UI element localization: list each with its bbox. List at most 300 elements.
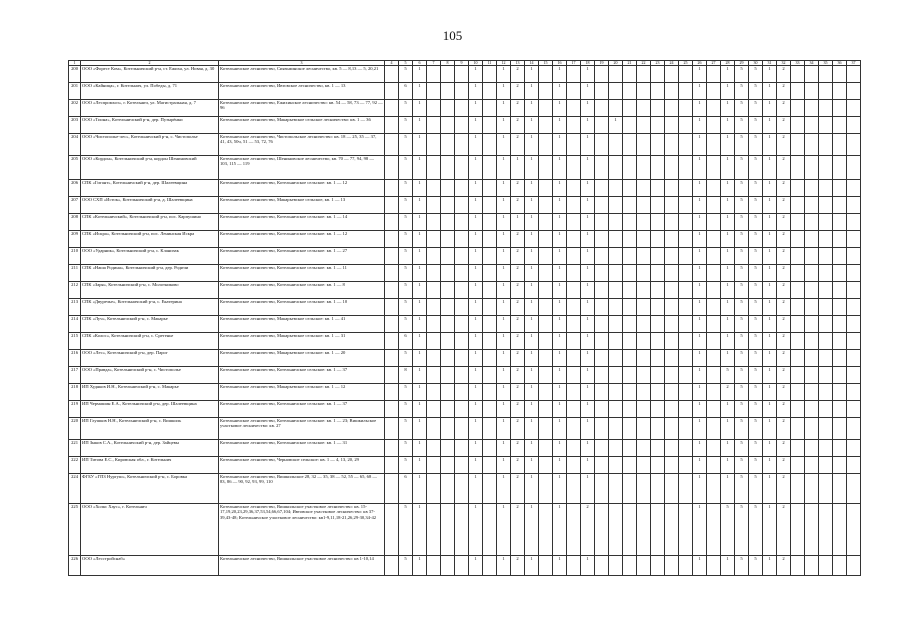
indicator-cell <box>651 299 665 316</box>
indicator-cell <box>539 214 553 231</box>
indicator-cell <box>805 117 819 134</box>
indicator-cell: 1 <box>581 367 595 384</box>
indicator-cell <box>637 418 651 440</box>
indicator-cell: 1 <box>413 134 427 156</box>
indicator-cell <box>441 156 455 180</box>
indicator-cell <box>567 367 581 384</box>
indicator-cell <box>595 384 609 401</box>
indicator-cell: 1 <box>581 418 595 440</box>
indicator-cell <box>805 418 819 440</box>
indicator-cell <box>819 299 833 316</box>
indicator-cell: 2 <box>777 457 791 474</box>
indicator-cell <box>609 282 623 299</box>
indicator-cell <box>679 504 693 556</box>
indicator-cell <box>455 248 469 265</box>
indicator-cell: 5 <box>749 504 763 556</box>
indicator-cell <box>427 248 441 265</box>
indicator-cell <box>665 134 679 156</box>
indicator-cell <box>651 134 665 156</box>
row-number-cell: 207 <box>69 197 81 214</box>
indicator-cell: 1 <box>693 265 707 282</box>
indicator-cell: 1 <box>413 418 427 440</box>
indicator-cell: 5 <box>749 117 763 134</box>
indicator-cell: 1 <box>693 299 707 316</box>
indicator-cell <box>427 316 441 333</box>
indicator-cell: 1 <box>469 231 483 248</box>
location-cell: Котельничское лесничество, Котельничское сельское: кв. 1 — 23; Вишкильское участковое лесничество: кв. 27 <box>219 418 385 440</box>
indicator-cell: 5 <box>749 180 763 197</box>
column-number: 12 <box>497 61 511 66</box>
indicator-cell: 2 <box>777 299 791 316</box>
indicator-cell <box>791 66 805 83</box>
indicator-cell <box>819 117 833 134</box>
indicator-cell <box>819 197 833 214</box>
column-number: 9 <box>455 61 469 66</box>
indicator-cell <box>651 156 665 180</box>
indicator-cell: 1 <box>721 248 735 265</box>
indicator-cell <box>819 134 833 156</box>
indicator-cell <box>665 83 679 100</box>
indicator-cell <box>679 156 693 180</box>
indicator-cell <box>819 180 833 197</box>
indicator-cell <box>441 197 455 214</box>
indicator-cell <box>567 299 581 316</box>
indicator-cell: 1 <box>721 350 735 367</box>
indicator-cell <box>833 156 847 180</box>
indicator-cell <box>665 350 679 367</box>
indicator-cell <box>427 83 441 100</box>
indicator-cell <box>483 134 497 156</box>
indicator-cell <box>427 401 441 418</box>
indicator-cell <box>441 440 455 457</box>
row-number-cell: 200 <box>69 66 81 83</box>
indicator-cell: 1 <box>413 117 427 134</box>
table-row <box>69 556 861 576</box>
indicator-cell: 2 <box>777 474 791 504</box>
indicator-cell <box>483 180 497 197</box>
indicator-cell <box>707 134 721 156</box>
indicator-cell <box>819 248 833 265</box>
indicator-cell <box>623 367 637 384</box>
indicator-cell: 1 <box>693 180 707 197</box>
indicator-cell <box>819 350 833 367</box>
row-number-cell: 224 <box>69 474 81 504</box>
indicator-cell <box>679 457 693 474</box>
indicator-cell: 1 <box>553 384 567 401</box>
indicator-cell: 1 <box>553 180 567 197</box>
indicator-cell <box>651 401 665 418</box>
indicator-cell <box>609 180 623 197</box>
indicator-cell: 1 <box>763 350 777 367</box>
location-cell: Котельничское лесничество, Котельничское сельское: кв. 1 — 12 <box>219 231 385 248</box>
indicator-cell: 1 <box>525 134 539 156</box>
indicator-cell: 5 <box>749 299 763 316</box>
column-number: 6 <box>413 61 427 66</box>
indicator-cell <box>805 66 819 83</box>
indicator-cell: 1 <box>553 248 567 265</box>
indicator-cell <box>539 197 553 214</box>
indicator-cell: 1 <box>413 384 427 401</box>
indicator-cell <box>455 504 469 556</box>
indicator-cell <box>441 83 455 100</box>
indicator-cell <box>651 100 665 117</box>
indicator-cell <box>651 214 665 231</box>
indicator-cell <box>679 418 693 440</box>
indicator-cell: 1 <box>693 333 707 350</box>
indicator-cell <box>539 248 553 265</box>
indicator-cell <box>679 100 693 117</box>
row-number-cell: 226 <box>69 556 81 576</box>
indicator-cell: 2 <box>511 180 525 197</box>
location-cell: Котельничское лесничество, Вишкильское 28, 32 — 35, 38 — 52, 55 — 65, 68 — 83, 86 — 90, 92, 93, 99, 110 <box>219 474 385 504</box>
indicator-cell: 1 <box>763 333 777 350</box>
indicator-cell <box>833 83 847 100</box>
indicator-cell <box>665 197 679 214</box>
indicator-cell: 2 <box>511 401 525 418</box>
indicator-cell: 1 <box>413 474 427 504</box>
indicator-cell: 2 <box>511 350 525 367</box>
indicator-cell <box>847 556 861 576</box>
indicator-cell: 1 <box>469 282 483 299</box>
indicator-cell: 1 <box>525 282 539 299</box>
indicator-cell <box>623 418 637 440</box>
indicator-cell <box>651 248 665 265</box>
indicator-cell <box>651 282 665 299</box>
indicator-cell <box>791 474 805 504</box>
indicator-cell <box>679 197 693 214</box>
indicator-cell: 2 <box>777 265 791 282</box>
indicator-cell <box>441 100 455 117</box>
indicator-cell <box>707 367 721 384</box>
location-cell: Котельничское лесничество, Макарьевское сельское: кв. 1 — 20 <box>219 350 385 367</box>
indicator-cell <box>805 350 819 367</box>
indicator-cell <box>665 440 679 457</box>
indicator-cell <box>819 83 833 100</box>
indicator-cell <box>609 299 623 316</box>
indicator-cell <box>665 180 679 197</box>
organization-cell: ИП Титова Е.С., Кировская обл., г. Котельнич <box>81 457 219 474</box>
indicator-cell <box>847 401 861 418</box>
indicator-cell <box>623 265 637 282</box>
indicator-cell: 1 <box>525 367 539 384</box>
indicator-cell <box>679 231 693 248</box>
indicator-cell: 1 <box>511 214 525 231</box>
indicator-cell <box>427 282 441 299</box>
indicator-cell: 2 <box>511 384 525 401</box>
indicator-cell <box>847 156 861 180</box>
indicator-cell <box>483 197 497 214</box>
organization-cell: СПК «Луч», Котельничский р-н, с. Макарье <box>81 316 219 333</box>
indicator-cell <box>847 282 861 299</box>
indicator-cell <box>665 401 679 418</box>
indicator-cell: 1 <box>525 265 539 282</box>
indicator-cell <box>805 556 819 576</box>
row-number-cell: 222 <box>69 457 81 474</box>
indicator-cell <box>455 180 469 197</box>
indicator-cell <box>707 401 721 418</box>
table-row <box>69 316 861 333</box>
indicator-cell: 2 <box>511 197 525 214</box>
indicator-cell: 1 <box>525 117 539 134</box>
row-number-cell: 214 <box>69 316 81 333</box>
indicator-cell <box>847 316 861 333</box>
indicator-cell <box>637 231 651 248</box>
location-cell: Котельничское лесничество, Вишкильское участковое лесничество: кв. 15-17,19,20,23,29,36,37,53,54,66,67,104; Ивтовское участковое лесничество: кв 37-39,43-48; Котельничское участковое лесничество: кв1-9,11,18-21,26,29-30,34-42 <box>219 504 385 556</box>
indicator-cell <box>623 457 637 474</box>
indicator-cell <box>791 556 805 576</box>
indicator-cell <box>847 180 861 197</box>
indicator-cell <box>609 384 623 401</box>
indicator-cell <box>651 333 665 350</box>
column-number: 30 <box>749 61 763 66</box>
location-cell: Котельничское лесничество, Макарьевское сельское лесничество: кв. 1 — 36 <box>219 117 385 134</box>
indicator-cell <box>539 117 553 134</box>
indicator-cell: 1 <box>553 214 567 231</box>
indicator-cell: 2 <box>777 350 791 367</box>
indicator-cell <box>707 156 721 180</box>
indicator-cell: 2 <box>777 384 791 401</box>
indicator-cell <box>791 231 805 248</box>
column-number: 11 <box>483 61 497 66</box>
indicator-cell <box>385 457 399 474</box>
indicator-cell <box>805 134 819 156</box>
indicator-cell <box>637 180 651 197</box>
indicator-cell <box>651 180 665 197</box>
table-row <box>69 214 861 231</box>
indicator-cell: 1 <box>581 231 595 248</box>
indicator-cell: 1 <box>497 474 511 504</box>
indicator-cell: 1 <box>413 316 427 333</box>
indicator-cell: 1 <box>553 367 567 384</box>
indicator-cell <box>679 474 693 504</box>
indicator-cell <box>847 418 861 440</box>
indicator-cell <box>539 401 553 418</box>
indicator-cell <box>595 100 609 117</box>
indicator-cell <box>707 418 721 440</box>
indicator-cell: 5 <box>749 418 763 440</box>
indicator-cell: 1 <box>497 66 511 83</box>
indicator-cell <box>637 504 651 556</box>
indicator-cell <box>427 384 441 401</box>
indicator-cell: 5 <box>399 384 413 401</box>
indicator-cell <box>483 418 497 440</box>
indicator-cell: 1 <box>693 350 707 367</box>
indicator-cell <box>455 214 469 231</box>
indicator-cell <box>847 83 861 100</box>
indicator-cell: 1 <box>497 299 511 316</box>
indicator-cell: 1 <box>763 282 777 299</box>
organization-cell: ООО «Кордон», Котельничский р-н, кордон Шениновский <box>81 156 219 180</box>
indicator-cell <box>609 556 623 576</box>
indicator-cell <box>539 504 553 556</box>
indicator-cell: 1 <box>763 117 777 134</box>
indicator-cell: 1 <box>693 66 707 83</box>
indicator-cell <box>483 384 497 401</box>
indicator-cell <box>651 265 665 282</box>
indicator-cell <box>847 134 861 156</box>
indicator-cell <box>665 265 679 282</box>
indicator-cell: 1 <box>413 504 427 556</box>
organization-cell: ООО «Лесстройснаб» <box>81 556 219 576</box>
organization-cell: ИП Зыков С.А., Котельничский р-н, дер. Зайцевы <box>81 440 219 457</box>
indicator-cell <box>679 367 693 384</box>
indicator-cell <box>595 231 609 248</box>
indicator-cell <box>707 299 721 316</box>
indicator-cell <box>567 180 581 197</box>
indicator-cell: 2 <box>511 66 525 83</box>
indicator-cell: 1 <box>553 83 567 100</box>
indicator-cell: 5 <box>735 384 749 401</box>
indicator-cell: 2 <box>777 156 791 180</box>
table-row <box>69 367 861 384</box>
indicator-cell: 2 <box>511 282 525 299</box>
indicator-cell: 1 <box>581 214 595 231</box>
indicator-cell: 1 <box>525 180 539 197</box>
indicator-cell <box>567 231 581 248</box>
indicator-cell: 1 <box>525 197 539 214</box>
indicator-cell: 8 <box>399 367 413 384</box>
indicator-cell <box>455 457 469 474</box>
indicator-cell <box>623 504 637 556</box>
indicator-cell: 2 <box>777 440 791 457</box>
indicator-cell <box>833 265 847 282</box>
indicator-cell: 5 <box>399 214 413 231</box>
indicator-cell <box>623 100 637 117</box>
indicator-cell <box>665 367 679 384</box>
indicator-cell: 1 <box>581 316 595 333</box>
column-number: 27 <box>707 61 721 66</box>
indicator-cell <box>623 556 637 576</box>
indicator-cell: 1 <box>721 134 735 156</box>
indicator-cell <box>539 83 553 100</box>
indicator-cell <box>791 316 805 333</box>
indicator-cell <box>637 265 651 282</box>
indicator-cell: 1 <box>581 474 595 504</box>
indicator-cell <box>595 299 609 316</box>
organization-cell: СПК «Колос», Котельничский р-н, с. Сретенье <box>81 333 219 350</box>
indicator-cell <box>707 282 721 299</box>
indicator-cell <box>483 367 497 384</box>
indicator-cell <box>651 197 665 214</box>
indicator-cell <box>427 156 441 180</box>
table-row <box>69 457 861 474</box>
indicator-cell: 1 <box>581 117 595 134</box>
indicator-cell <box>665 66 679 83</box>
table-row <box>69 350 861 367</box>
indicator-cell <box>567 156 581 180</box>
indicator-cell <box>847 504 861 556</box>
row-number-cell: 225 <box>69 504 81 556</box>
indicator-cell: 5 <box>749 214 763 231</box>
indicator-cell <box>595 556 609 576</box>
indicator-cell <box>539 384 553 401</box>
indicator-cell: 1 <box>497 214 511 231</box>
organization-cell: ООО «Правда», Котельничский р-н, с. Чистополье <box>81 367 219 384</box>
column-number: 5 <box>399 61 413 66</box>
indicator-cell: 1 <box>553 197 567 214</box>
indicator-cell: 2 <box>777 504 791 556</box>
indicator-cell <box>665 556 679 576</box>
indicator-cell <box>567 350 581 367</box>
indicator-cell: 1 <box>469 299 483 316</box>
indicator-cell: 1 <box>413 350 427 367</box>
indicator-cell: 1 <box>693 231 707 248</box>
indicator-cell <box>567 265 581 282</box>
table-row <box>69 156 861 180</box>
indicator-cell: 1 <box>413 231 427 248</box>
indicator-cell <box>623 231 637 248</box>
indicator-cell: 2 <box>777 418 791 440</box>
indicator-cell: 1 <box>413 367 427 384</box>
indicator-cell <box>819 474 833 504</box>
indicator-cell: 1 <box>413 197 427 214</box>
indicator-cell: 1 <box>553 316 567 333</box>
column-number: 2 <box>81 61 219 66</box>
indicator-cell: 1 <box>469 333 483 350</box>
indicator-cell <box>623 180 637 197</box>
indicator-cell <box>833 197 847 214</box>
indicator-cell <box>651 350 665 367</box>
indicator-cell: 5 <box>399 504 413 556</box>
indicator-cell <box>455 474 469 504</box>
table-row <box>69 248 861 265</box>
indicator-cell: 1 <box>525 418 539 440</box>
indicator-cell: 1 <box>525 384 539 401</box>
indicator-cell: 1 <box>763 440 777 457</box>
indicator-cell <box>595 83 609 100</box>
organization-cell: ООО «Ударник», Котельничский р-н, с. Кланизак <box>81 248 219 265</box>
indicator-cell: 5 <box>399 231 413 248</box>
indicator-cell <box>805 474 819 504</box>
indicator-cell <box>595 282 609 299</box>
indicator-cell <box>623 197 637 214</box>
indicator-cell <box>609 418 623 440</box>
indicator-cell <box>609 504 623 556</box>
indicator-cell <box>833 100 847 117</box>
indicator-cell: 1 <box>763 100 777 117</box>
indicator-cell <box>539 282 553 299</box>
indicator-cell <box>385 401 399 418</box>
table-row <box>69 333 861 350</box>
table-row <box>69 440 861 457</box>
indicator-cell <box>819 418 833 440</box>
indicator-cell <box>385 248 399 265</box>
indicator-cell: 1 <box>763 504 777 556</box>
indicator-cell <box>637 282 651 299</box>
indicator-cell <box>483 401 497 418</box>
indicator-cell: 1 <box>525 440 539 457</box>
row-number-cell: 215 <box>69 333 81 350</box>
indicator-cell <box>609 248 623 265</box>
column-number: 26 <box>693 61 707 66</box>
indicator-cell <box>567 474 581 504</box>
indicator-cell <box>609 100 623 117</box>
indicator-cell: 1 <box>721 440 735 457</box>
organization-cell: ООО «Чистополье-лес», Котельничский р-н, с. Чистополье <box>81 134 219 156</box>
indicator-cell: 1 <box>525 214 539 231</box>
indicator-cell: 5 <box>735 504 749 556</box>
indicator-cell <box>595 350 609 367</box>
forest-users-table <box>68 60 861 576</box>
indicator-cell <box>385 265 399 282</box>
organization-cell: СПК «Котельничский», Котельничский р-н, пос. Карпушино <box>81 214 219 231</box>
indicator-cell: 1 <box>553 457 567 474</box>
indicator-cell <box>455 440 469 457</box>
indicator-cell: 1 <box>497 180 511 197</box>
indicator-cell <box>679 248 693 265</box>
column-number: 33 <box>791 61 805 66</box>
indicator-cell: 1 <box>497 384 511 401</box>
